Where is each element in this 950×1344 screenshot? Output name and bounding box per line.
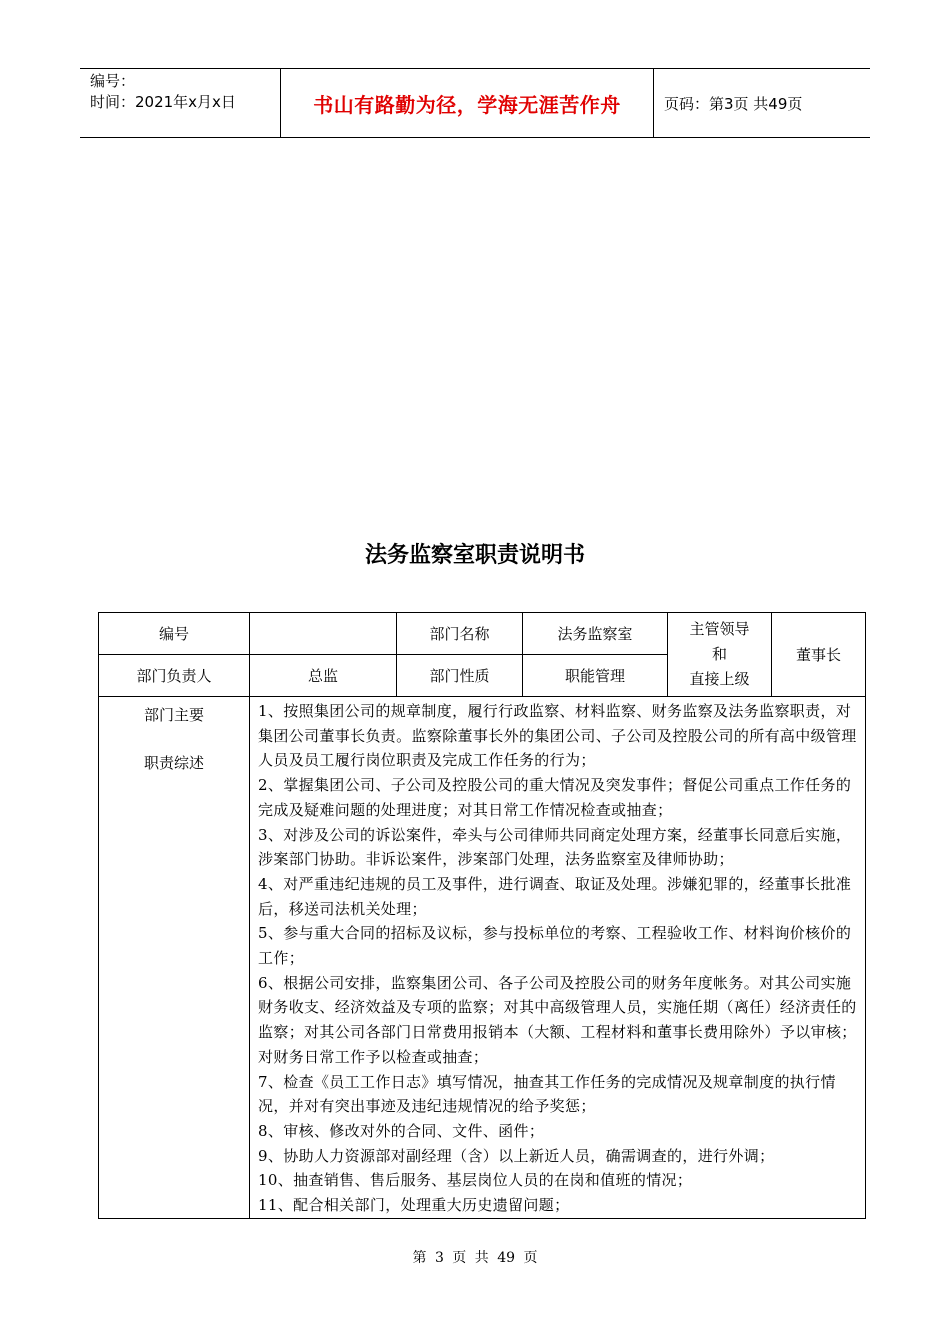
duties-label-line2: 职责综述: [143, 754, 204, 772]
duties-content: [250, 697, 866, 1219]
dept-nature-label: 部门性质: [397, 655, 523, 697]
number-value: [250, 613, 397, 655]
duty-item: 10、抽查销售、售后服务、基层岗位人员的在岗和值班的情况；: [258, 1171, 693, 1190]
header-motto-cell: [281, 69, 654, 137]
dept-head-value: 总监: [250, 655, 397, 697]
duty-item: 2、掌握集团公司、子公司及控股公司的重大情况及突发事件；督促公司重点工作任务的完成及疑难问题的处理进度；对其日常工作情况检查或抽查；: [258, 776, 852, 819]
dept-name-value: 法务监察室: [523, 613, 668, 655]
duty-item: 7、检查《员工工作日志》填写情况，抽查其工作任务的完成情况及规章制度的执行情况，并对有突出事迹及违纪违规情况的给予奖惩；: [258, 1072, 836, 1116]
duty-item: 6、根据公司安排，监察集团公司、各子公司及控股公司的财务年度帐务。对其公司实施财务收支、经济效益及专项的监察；对其中高级管理人员，实施任期（离任）经济责任的监察；对其公司各部门日常费用报销本（大额、工程材料和董事长费用除外）予以审核；对财务日常工作予以检查或抽查；: [258, 973, 857, 1066]
dept-nature-value: 职能管理: [523, 655, 668, 697]
dept-name-label: 部门名称: [397, 613, 523, 655]
header-time: 时间：2021年x月x日: [90, 93, 236, 111]
supervisor-label-line3: 直接上级: [689, 670, 750, 688]
duty-item: 1、按照集团公司的规章制度，履行行政监察、材料监察、财务监察及法务监察职责，对集团公司董事长负责。监察除董事长外的集团公司、子公司及控股公司的所有高中级管理人员及员工履行岗位职责及完成工作任务的行为；: [258, 702, 857, 770]
page-footer: 第 3 页 共 49 页: [412, 1250, 538, 1266]
header-motto: 书山有路勤为径，学海无涯苦作舟: [313, 92, 621, 117]
supervisor-label-line1: 主管领导: [689, 620, 750, 638]
dept-head-label: 部门负责人: [99, 655, 250, 697]
duties-label-line1: 部门主要: [143, 706, 204, 724]
duty-item: 8、审核、修改对外的合同、文件、函件；: [258, 1121, 545, 1140]
duty-item: 3、对涉及公司的诉讼案件，牵头与公司律师共同商定处理方案，经董事长同意后实施，涉案部门协助。非诉讼案件，涉案部门处理，法务监察室及律师协助；: [258, 825, 852, 869]
supervisor-value: 董事长: [772, 613, 866, 697]
supervisor-label: [668, 613, 772, 697]
header-number-label: 编号：: [90, 72, 136, 90]
supervisor-label-line2: 和: [711, 645, 727, 663]
table-row: [99, 697, 866, 1219]
duty-item: 11、配合相关部门，处理重大历史遗留问题；: [258, 1196, 570, 1215]
header-page-info: 页码：第3页 共49页: [664, 94, 803, 113]
table-row: [99, 613, 866, 655]
number-label: 编号: [99, 613, 250, 655]
duty-item: 5、参与重大合同的招标及议标，参与投标单位的考察、工程验收工作、材料询价核价的工作；: [258, 924, 852, 968]
duty-item: 9、协助人力资源部对副经理（含）以上新近人员，确需调查的，进行外调；: [258, 1146, 775, 1165]
duties-label: [99, 697, 250, 1219]
duty-item: 4、对严重违纪违规的员工及事件，进行调查、取证及处理。涉嫌犯罪的，经董事长批准后，移送司法机关处理；: [258, 874, 852, 918]
page-header: [80, 68, 870, 138]
header-meta: [80, 69, 281, 137]
duty-table: [98, 612, 866, 1219]
document-title: 法务监察室职责说明书: [364, 542, 585, 568]
